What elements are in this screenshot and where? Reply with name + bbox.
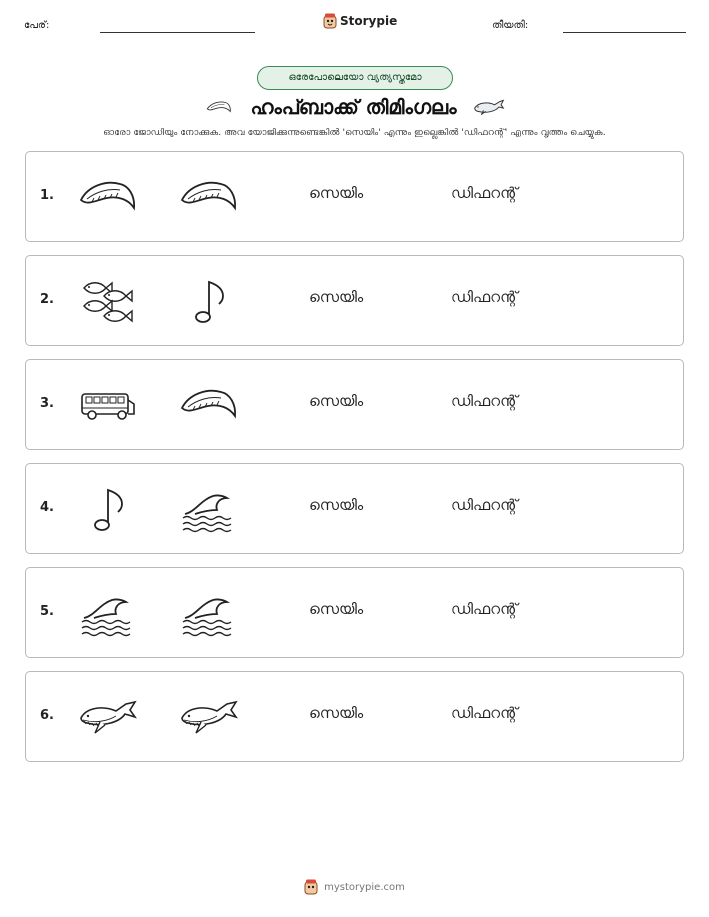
date-field[interactable] xyxy=(563,32,686,33)
question-card xyxy=(25,151,684,242)
option-different[interactable]: ഡിഫറന്റ് xyxy=(451,704,518,722)
krill-icon xyxy=(179,172,239,222)
fish-school-icon xyxy=(78,276,138,326)
name-label: പേര്: xyxy=(24,20,50,31)
footer xyxy=(0,879,709,895)
option-same[interactable]: സെയിം xyxy=(309,704,364,722)
ocean-wave-icon xyxy=(78,588,138,638)
option-same[interactable]: സെയിം xyxy=(309,288,364,306)
music-note-icon xyxy=(179,276,239,326)
humpback-whale-icon xyxy=(179,692,239,742)
page-title: ഹംപ്ബാക്ക് തിമിംഗലം xyxy=(250,95,457,119)
question-card xyxy=(25,567,684,658)
title-row xyxy=(0,92,709,122)
instructions: ഓരോ ജോഡിയും നോക്കുക. അവ യോജിക്കുന്നുണ്ടെങ്കിൽ 'സെയിം' എന്നും ഇല്ലെങ്കിൽ 'ഡിഫറന്റ്' എന്നും വൃത്തം ചെയ്യുക. xyxy=(103,127,606,138)
question-number: 4. xyxy=(40,500,54,515)
music-note-icon xyxy=(78,484,138,534)
question-card xyxy=(25,671,684,762)
option-different[interactable]: ഡിഫറന്റ് xyxy=(451,496,518,514)
krill-icon xyxy=(78,172,138,222)
option-same[interactable]: സെയിം xyxy=(309,184,364,202)
option-same[interactable]: സെയിം xyxy=(309,392,364,410)
option-different[interactable]: ഡിഫറന്റ് xyxy=(451,184,518,202)
ocean-wave-icon xyxy=(179,588,239,638)
logo-text: Storypie xyxy=(340,14,398,28)
worksheet-type-badge: ഒരേപോലെയോ വ്യത്യസ്തമോ xyxy=(257,66,453,90)
option-same[interactable]: സെയിം xyxy=(309,496,364,514)
humpback-whale-icon xyxy=(78,692,138,742)
humpback-whale-icon xyxy=(471,96,507,118)
option-different[interactable]: ഡിഫറന്റ് xyxy=(451,288,518,306)
question-card xyxy=(25,255,684,346)
option-different[interactable]: ഡിഫറന്റ് xyxy=(451,392,518,410)
question-card xyxy=(25,359,684,450)
option-same[interactable]: സെയിം xyxy=(309,600,364,618)
question-number: 1. xyxy=(40,188,54,203)
question-number: 5. xyxy=(40,604,54,619)
date-label: തീയതി: xyxy=(492,20,529,31)
question-card xyxy=(25,463,684,554)
school-bus-icon xyxy=(78,380,138,430)
name-field[interactable] xyxy=(100,32,255,33)
footer-url: mystorypie.com xyxy=(324,881,405,893)
storypie-logo xyxy=(323,13,397,29)
question-number: 2. xyxy=(40,292,54,307)
option-different[interactable]: ഡിഫറന്റ് xyxy=(451,600,518,618)
ocean-wave-icon xyxy=(179,484,239,534)
question-number: 3. xyxy=(40,396,54,411)
storypie-mascot-icon xyxy=(323,13,337,29)
krill-icon xyxy=(179,380,239,430)
krill-icon xyxy=(202,98,236,116)
question-number: 6. xyxy=(40,708,54,723)
storypie-mascot-icon xyxy=(304,879,318,895)
